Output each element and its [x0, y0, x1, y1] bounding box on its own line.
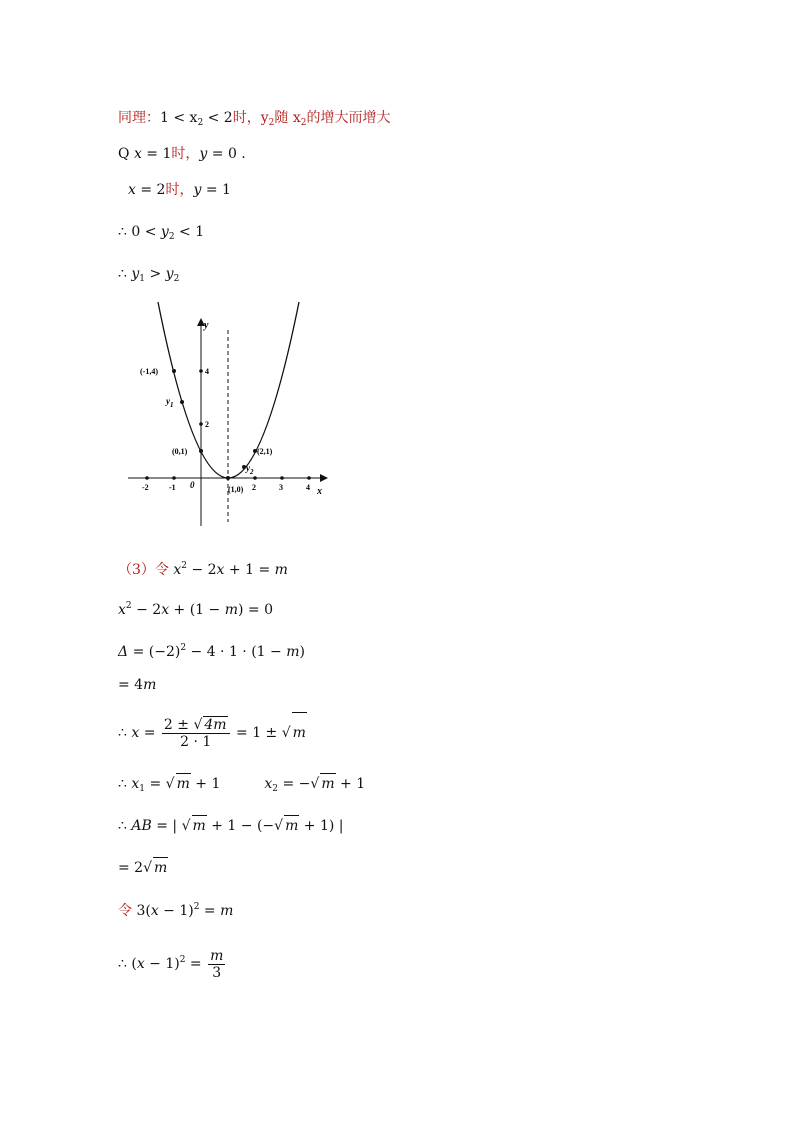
radical-sign: √	[281, 725, 291, 741]
y1-label: $y_1$	[166, 396, 174, 409]
sup: 2	[193, 902, 200, 912]
y2-label: $y_2$	[246, 463, 254, 476]
therefore-symbol: ∴	[118, 725, 132, 741]
x-tick-point	[172, 476, 176, 480]
fraction	[208, 948, 225, 981]
y-tick-point	[199, 422, 203, 426]
var-x: x	[136, 956, 145, 972]
y-tick-label: 2	[205, 420, 209, 429]
var-y: y	[260, 110, 269, 126]
expr: + 1	[190, 776, 221, 792]
expr: 3(	[136, 903, 151, 919]
var-m: m	[274, 562, 288, 578]
radical-sign: √	[274, 818, 284, 834]
segment-ab: AB	[131, 818, 152, 834]
text-ling: 令	[118, 903, 137, 919]
parabola-graph	[120, 296, 340, 532]
x-tick-label: -1	[169, 483, 176, 492]
expr: ) = 0	[238, 602, 274, 618]
therefore-symbol: ∴	[118, 956, 132, 972]
point-y1	[180, 400, 184, 404]
radical-sign: √	[193, 717, 203, 733]
expr: 0 <	[131, 224, 161, 240]
x-tick-label: -2	[142, 483, 149, 492]
var-x: x	[118, 602, 126, 618]
sub: 2	[300, 118, 307, 128]
var-x: x	[216, 562, 225, 578]
x-tick-label: 4	[306, 483, 310, 492]
ineq-right: < 2	[203, 110, 233, 126]
line-13	[118, 857, 168, 878]
therefore-symbol: ∴	[118, 818, 132, 834]
expr: + 1 =	[224, 562, 275, 578]
numerator	[162, 716, 230, 734]
var-x: x	[292, 110, 301, 126]
var-y: y	[131, 266, 140, 282]
line-11	[118, 773, 365, 799]
line-5	[118, 264, 179, 289]
eq: = 1	[201, 182, 231, 198]
var-x: x	[264, 776, 273, 792]
var-x: x	[131, 725, 140, 741]
expr: + 1 − (−	[206, 818, 275, 834]
x-axis-label: x	[317, 486, 322, 497]
radical-sign: √	[181, 818, 191, 834]
y-tick-point	[199, 369, 203, 373]
sub: 2	[173, 274, 180, 284]
denominator: 3	[212, 964, 222, 981]
delta-symbol: Δ	[118, 644, 129, 660]
var-x: x	[131, 776, 140, 792]
radicand: m	[284, 815, 299, 836]
point-1-0	[226, 476, 230, 480]
x-tick-point	[280, 476, 284, 480]
x-tick-label: 3	[279, 483, 283, 492]
expr: − 1)	[144, 956, 180, 972]
numerator: m	[210, 947, 224, 964]
eq: = 2	[135, 182, 166, 198]
line-12	[118, 815, 344, 836]
var-m: m	[286, 644, 300, 660]
expr: − 2	[131, 602, 162, 618]
expr: )	[299, 644, 305, 660]
line-7	[118, 596, 273, 620]
y-tick-label: 4	[205, 367, 209, 376]
var-m: m	[143, 677, 157, 693]
x-tick-point	[253, 476, 257, 480]
text-shi: 时，	[232, 110, 261, 126]
point-label: (1,0)	[228, 485, 244, 494]
text-suffix: 的增大而增大	[306, 110, 391, 126]
expr: + 1	[335, 776, 366, 792]
var-x: x	[133, 146, 142, 162]
point-0-1	[199, 449, 203, 453]
var-y: y	[199, 146, 208, 162]
var-y: y	[165, 266, 174, 282]
line-2	[118, 144, 246, 164]
point-m1-4	[172, 369, 176, 373]
radicand: m	[153, 857, 168, 878]
line-6	[118, 556, 288, 580]
therefore-symbol: ∴	[118, 266, 132, 282]
sub: 2	[168, 232, 175, 242]
q-symbol: Q	[118, 146, 134, 162]
expr: = 4	[118, 677, 144, 693]
eq: =	[139, 725, 160, 741]
origin-label: 0	[190, 480, 195, 490]
sub: 1	[139, 784, 145, 794]
line-15	[118, 940, 227, 980]
expr: (	[131, 956, 137, 972]
var-y: y	[193, 182, 202, 198]
denominator: 2 · 1	[180, 734, 212, 750]
expr: − 2	[187, 562, 217, 578]
var-y: y	[160, 224, 169, 240]
eq: = 1	[141, 146, 172, 162]
text-tongli: 同理：	[118, 110, 160, 126]
expr: − 1)	[158, 903, 194, 919]
expr: < 1	[174, 224, 205, 240]
sup: 2	[180, 643, 187, 653]
text-shi: 时，	[165, 182, 194, 198]
line-8	[118, 638, 305, 662]
var-x: x	[128, 182, 136, 198]
gt: >	[145, 266, 166, 282]
expr: 2 ±	[163, 717, 194, 733]
y-axis-label: y	[204, 320, 209, 331]
therefore-symbol: ∴	[118, 224, 132, 240]
expr: =	[199, 903, 221, 919]
radicand: m	[192, 815, 207, 836]
var-m: m	[224, 602, 239, 618]
radicand: m	[320, 773, 335, 794]
radicand: 4m	[204, 717, 227, 733]
sub: 2	[272, 784, 279, 794]
sup: 2	[125, 601, 132, 611]
therefore-symbol: ∴	[118, 776, 132, 792]
x-tick-point	[307, 476, 311, 480]
line-3	[128, 180, 231, 200]
line-10	[118, 712, 307, 752]
fraction	[162, 716, 230, 750]
x-tick-point	[145, 476, 149, 480]
x-axis-arrow	[320, 474, 328, 482]
dot: .	[236, 146, 246, 162]
line-4	[118, 222, 204, 247]
expr: + (1 −	[169, 602, 225, 618]
expr: = 2	[118, 860, 144, 876]
expr: =	[185, 956, 207, 972]
radicand: m	[176, 773, 191, 794]
sup: 2	[181, 561, 187, 571]
point-label: (0,1)	[172, 447, 188, 456]
sub: 1	[139, 274, 146, 284]
radicand: m	[292, 712, 307, 753]
point-label: (2,1)	[257, 447, 273, 456]
sub: 2	[268, 118, 275, 128]
var-x: x	[161, 602, 170, 618]
radical-sign: √	[310, 776, 320, 792]
sup: 2	[179, 955, 186, 965]
expr: = −	[278, 776, 311, 792]
text-sui: 随	[274, 110, 293, 126]
x-tick-label: 2	[252, 483, 256, 492]
line-9	[118, 675, 156, 695]
var-x: x	[150, 903, 159, 919]
expr: = (−2)	[128, 644, 181, 660]
var-x: x	[173, 562, 182, 578]
var-m: m	[220, 903, 234, 919]
expr: = |	[151, 818, 182, 834]
part-label: （3）令	[118, 562, 174, 578]
line-14	[118, 897, 233, 921]
line-1	[118, 108, 390, 133]
expr: − 4 · 1 · (1 −	[186, 644, 287, 660]
ineq-left: 1 < x	[160, 110, 198, 126]
expr: + 1) |	[299, 818, 344, 834]
radical-sign: √	[165, 776, 175, 792]
radical-sign: √	[143, 860, 153, 876]
text-shi: 时，	[171, 146, 200, 162]
expr: = 1 ±	[231, 725, 282, 741]
sub: 2	[197, 118, 204, 128]
expr: =	[145, 776, 166, 792]
eq: = 0	[207, 146, 237, 162]
point-label: (-1,4)	[140, 367, 158, 376]
